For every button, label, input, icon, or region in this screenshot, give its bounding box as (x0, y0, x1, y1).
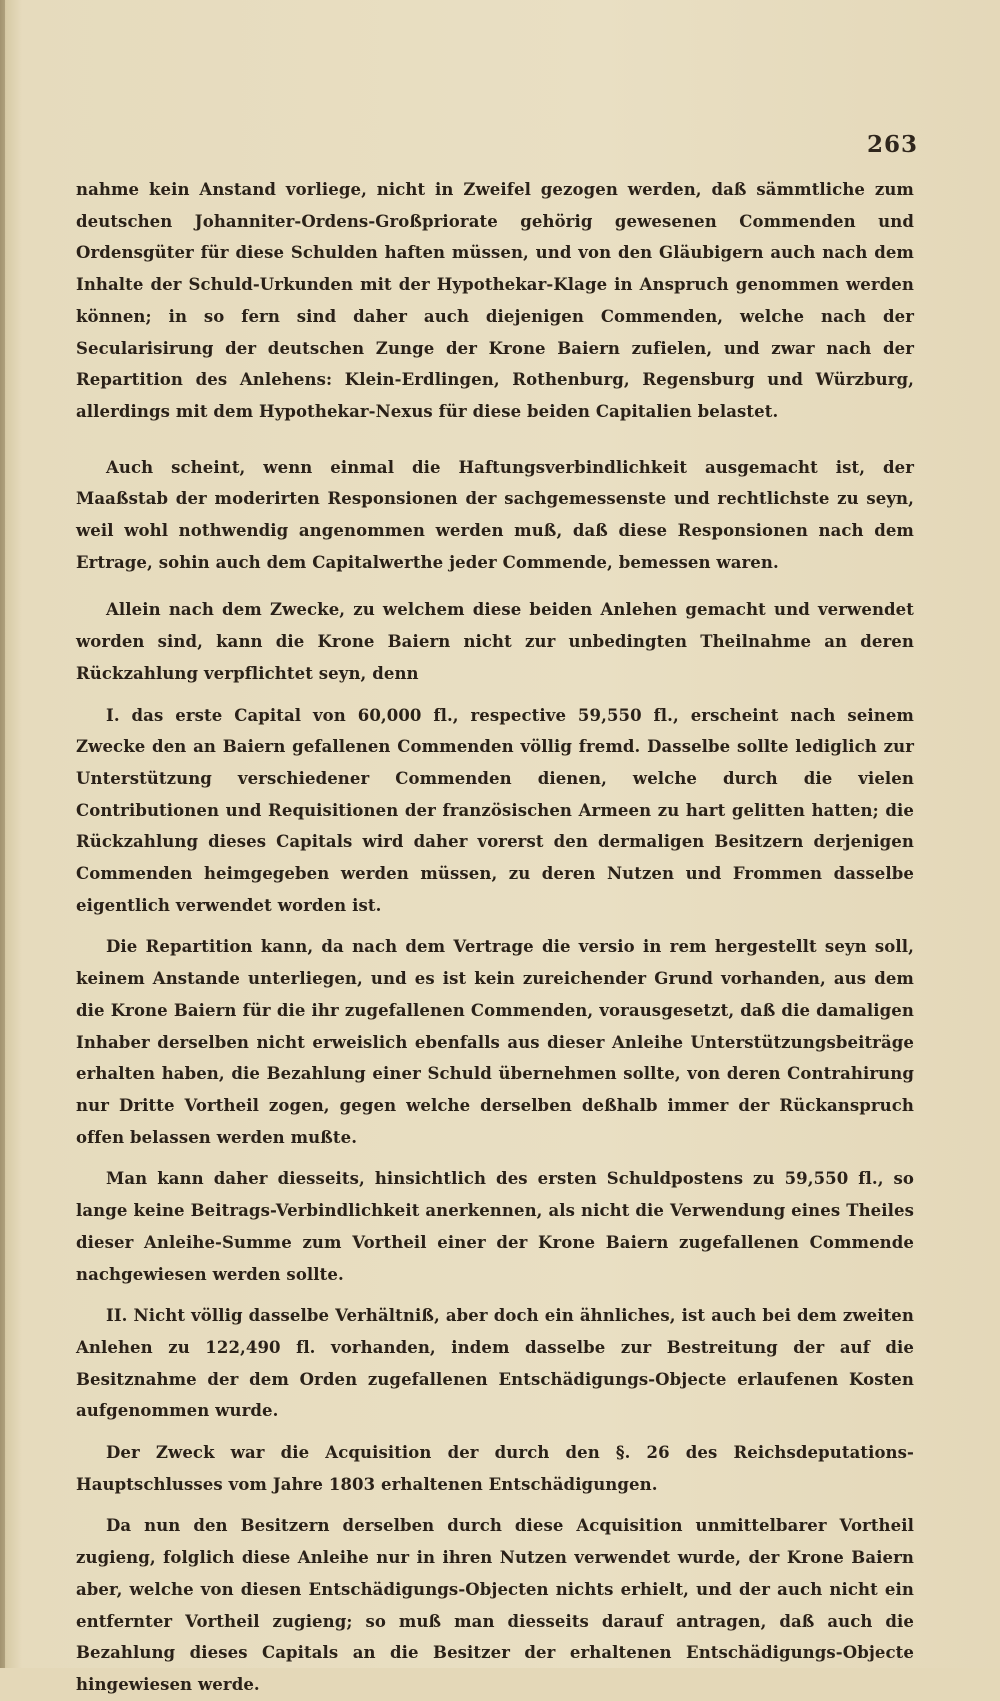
paragraph-4: I. das erste Capital von 60,000 fl., respective 59,550 fl., erscheint nach seinem Zwecke den an Baiern gefallenen Commenden völlig fremd. Dasselbe sollte lediglich zur Unterstützung verschiedener Commenden dienen, welche durch die vielen Contributionen und Requisitionen der französischen Armeen zu hart gelitten hatten; die Rückzahlung dieses Capitals wird daher vorerst den dermaligen Besitzern derjenigen Commenden heimgegeben werden müssen, zu deren Nutzen und Frommen dasselbe eigentlich verwendet worden ist. (76, 705, 914, 915)
paragraph-9: Da nun den Besitzern derselben durch diese Acquisition unmittelbarer Vortheil zugieng, folglich diese Anleihe nur in ihren Nutzen verwendet wurde, der Krone Baiern aber, welche von diesen Entschädigungs-Objecten nichts erhielt, und der auch nicht ein entfernter Vortheil zugieng; so muß man diesseits darauf antragen, daß auch die Bezahlung dieses Capitals an die Besitzer der erhaltenen Entschädigungs-Objecte hingewiesen werde. (76, 1516, 914, 1694)
paragraph-3: Allein nach dem Zwecke, zu welchem diese beiden Anlehen gemacht und verwendet worden sind, kann die Krone Baiern nicht zur unbedingten Theilnahme an deren Rückzahlung verpflichtet seyn, denn (76, 600, 914, 683)
paragraph-1: nahme kein Anstand vorliege, nicht in Zweifel gezogen werden, daß sämmtliche zum deutschen Johanniter-Ordens-Großpriorate gehörig gewesenen Commenden und Ordensgüter für diese Schulden haften müssen, und von den Gläubigern auch nach dem Inhalte der Schuld-Urkunden mit der Hypothekar-Klage in Anspruch genommen werden können; in so fern sind daher auch diejenigen Commenden, welche nach der Secularisirung der deutschen Zunge der Krone Baiern zufielen, und zwar nach der Repartition des Anlehens: Klein-Erdlingen, Rothenburg, Regensburg und Würzburg, allerdings mit dem Hypothekar-Nexus für diese beiden Capitalien belastet. (76, 180, 914, 421)
page-number: 263 (866, 131, 918, 158)
paragraph-8: Der Zweck war die Acquisition der durch den §. 26 des Reichsdeputations-Hauptschlusses vom Jahre 1803 erhaltenen Entschädigungen. (76, 1443, 914, 1494)
paragraph-7: II. Nicht völlig dasselbe Verhältniß, aber doch ein ähnliches, ist auch bei dem zweiten Anlehen zu 122,490 fl. vorhanden, indem dasselbe zur Bestreitung der auf die Besitznahme der dem Orden zugefallenen Entschädigungs-Objecte erlaufenen Kosten aufgenommen wurde. (76, 1306, 914, 1421)
paragraph-2: Auch scheint, wenn einmal die Haftungsverbindlichkeit ausgemacht ist, der Maaßstab der moderirten Responsionen der sachgemessenste und rechtlichste zu seyn, weil wohl nothwendig angenommen werden muß, daß diese Responsionen nach dem Ertrage, sohin auch dem Capitalwerthe jeder Commende, bemessen waren. (76, 457, 914, 572)
paragraph-5: Die Repartition kann, da nach dem Vertrage die versio in rem hergestellt seyn soll, keinem Anstande unterliegen, und es ist kein zureichender Grund vorhanden, aus dem die Krone Baiern für die ihr zugefallenen Commenden, vorausgesetzt, daß die damaligen Inhaber derselben nicht erweislich ebenfalls aus dieser Anleihe Unterstützungsbeiträge erhalten haben, die Bezahlung einer Schuld übernehmen sollte, von deren Contrahirung nur Dritte Vortheil zogen, gegen welche derselben deßhalb immer der Rückanspruch offen belassen werden mußte. (76, 937, 914, 1147)
paragraph-6: Man kann daher diesseits, hinsichtlich des ersten Schuldpostens zu 59,550 fl., so lange keine Beitrags-Verbindlichkeit anerkennen, als nicht die Verwendung eines Theiles dieser Anleihe-Summe zum Vortheil einer der Krone Baiern zugefallenen Commende nachgewiesen werden sollte. (76, 1169, 914, 1284)
page-body (76, 174, 914, 1701)
page-spine-edge (0, 0, 5, 1668)
